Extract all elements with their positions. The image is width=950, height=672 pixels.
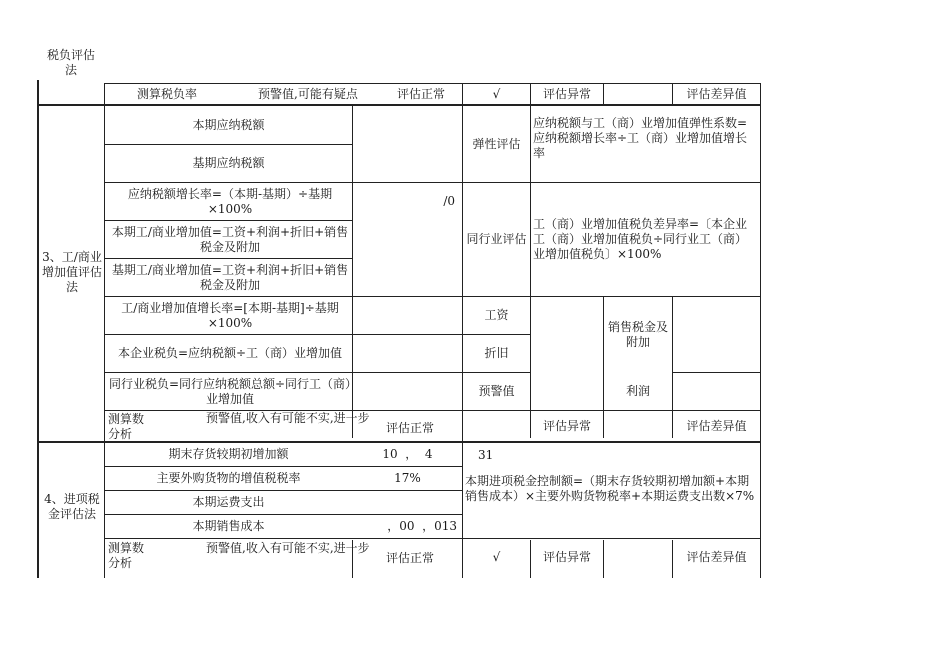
sales-cost-value: ，00 ，013	[387, 519, 457, 533]
purchase-vat-rate-value: 17%	[394, 471, 421, 485]
sales-tax-label: 销售税金及附加	[607, 319, 668, 349]
assessment-normal: 评估正常	[396, 86, 445, 101]
inventory-increase-value: 10 ， 4	[382, 447, 433, 461]
method-title: 税负评估法	[46, 48, 95, 77]
wage-label: 工资	[484, 308, 509, 322]
section4-title: 4、进项税金评估法	[44, 492, 100, 521]
test-abnormal-2: 评估异常	[542, 549, 591, 564]
current-tax-payable: 本期应纳税额	[192, 117, 265, 132]
test-warning-income: 预警值,收入有可能不实,进一步	[206, 410, 370, 425]
test-abnormal: 评估异常	[542, 418, 591, 433]
test-normal-2: 评估正常	[385, 550, 434, 565]
check-mark: √	[492, 86, 501, 101]
check-mark-2: √	[492, 549, 501, 564]
purchase-vat-rate: 主要外购货物的增值税税率	[156, 471, 301, 485]
growth-rate-value: /0	[443, 194, 455, 208]
test-warning-income-2: 预警值,收入有可能不实,进一步	[206, 540, 370, 555]
assessment-abnormal: 评估异常	[542, 86, 591, 101]
peer-assessment-label: 同行业评估	[466, 232, 527, 246]
side-value: 31	[478, 447, 494, 462]
input-tax-formula: 本期进项税金控制额=（期末存货较期初增加额+本期销售成本）×主要外购货物税率+本期运费支出数×7%	[465, 474, 755, 503]
test-diff: 评估差异值	[686, 418, 747, 433]
inventory-increase: 期末存货较期初增加额	[168, 447, 289, 461]
freight-expense: 本期运费支出	[192, 495, 265, 509]
enterprise-tax-burden-formula: 本企业税负=应纳税额÷工（商）业增加值	[117, 346, 343, 360]
depreciation-label: 折旧	[484, 346, 509, 360]
test-normal: 评估正常	[385, 420, 434, 435]
industry-tax-burden-formula: 同行业税负=同行应纳税额总额÷同行工（商）业增加值	[108, 376, 352, 406]
test-analysis-label: 测算数分析	[108, 412, 145, 441]
freight-expense-value	[353, 491, 462, 514]
current-added-value-formula: 本期工/商业增加值=工资+利润+折旧+销售税金及附加	[111, 224, 349, 254]
warning-value-label: 预警值	[478, 384, 515, 398]
test-diff-2: 评估差异值	[686, 549, 747, 564]
base-added-value-formula: 基期工/商业增加值=工资+利润+折旧+销售税金及附加	[111, 262, 349, 292]
elastic-assessment-label: 弹性评估	[472, 136, 521, 151]
section3-title: 3、工/商业增加值评估法	[42, 250, 103, 294]
base-tax-payable: 基期应纳税额	[192, 156, 265, 170]
tax-growth-rate-formula: 应纳税额增长率=（本期-基期）÷基期×100%	[127, 186, 333, 216]
sales-cost: 本期销售成本	[192, 519, 265, 533]
test-tax-rate-label: 测算税负率	[136, 86, 197, 101]
elastic-formula: 应纳税额与工（商）业增加值弹性系数=应纳税额增长率÷工（商）业增加值增长率	[533, 116, 748, 160]
added-value-growth-formula: 工/商业增加值增长率=[本期-基期]÷基期×100%	[121, 300, 339, 330]
peer-formula: 工（商）业增加值税负差异率=〔本企业工（商）业增加值税负÷同行业工（商）业增加值税负〕×100%	[533, 217, 748, 261]
profit-label: 利润	[625, 384, 650, 398]
test-warning-text: 预警值,可能有疑点	[258, 86, 358, 101]
assessment-diff: 评估差异值	[686, 86, 747, 101]
test-analysis-label-2: 测算数分析	[108, 541, 145, 570]
